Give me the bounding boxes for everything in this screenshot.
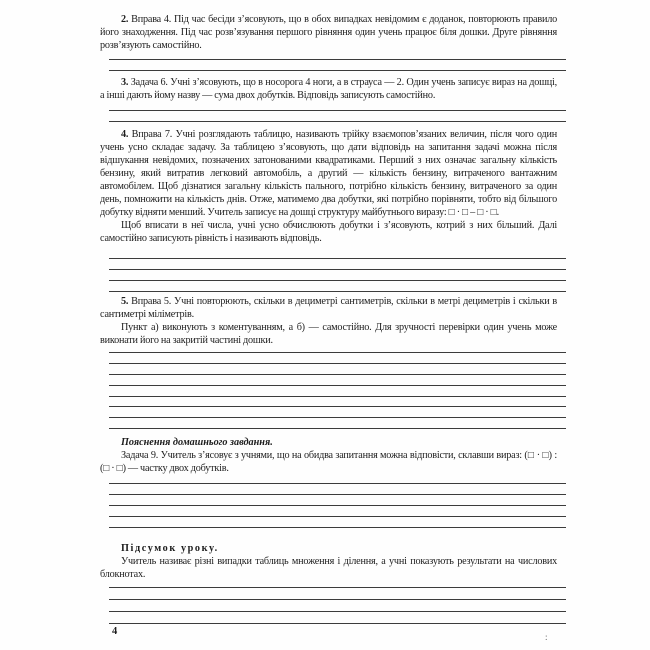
homework-heading: Пояснення домашнього завдання. [121,437,273,448]
paragraph-exercise-4 [100,13,557,52]
summary-heading: Підсумок уроку. [121,543,219,554]
paragraph-text [100,13,557,52]
ruled-line [109,587,566,599]
ruled-line [109,611,566,623]
item-number: 5. [121,296,129,307]
ruled-line [109,59,566,70]
ruled-line [109,527,566,538]
homework-section [100,436,557,475]
paragraph-task-6 [100,76,557,102]
paragraph-task-9: Задача 9. Учитель з’ясовує з учнями, що на обидва запитання можна відповісти, склавши вираз: (□ · □) : (□ · □) — частку двох добутків. [100,450,557,474]
paragraph-summary: Учитель називає різні випадки таблиць множення і ділення, а учні показують результати на числових блокнотах. [100,556,557,580]
ruled-line [109,110,566,121]
writing-lines-group-5 [109,483,566,538]
ruled-line [109,505,566,516]
paragraph-point-a-b: Пункт а) виконують з коментуванням, а б) — самостійно. Для зручності перевірки один учень може виконати його на закритій частині дошки. [100,322,557,346]
lesson-summary-section [100,542,557,581]
paragraph-text [100,76,557,102]
ruled-line [109,417,566,428]
paragraph-body: Вправа 5. Учні повторюють, скільки в дециметрі сантиметрів, скільки в метрі дециметрів і скільки в сантиметрі міліметрів. [100,296,557,320]
ruled-line [109,516,566,527]
paragraph-exercise-5 [100,295,557,347]
paragraph-text [100,128,557,219]
ruled-line [109,483,566,494]
ruled-line [109,280,566,291]
ruled-line [109,352,566,363]
ruled-line [109,494,566,505]
paragraph-fill-numbers: Щоб вписати в неї числа, учні усно обчислюють добутки і з’ясовують, котрий з них більший. Далі самостійно записують рівність і називають відповідь. [100,220,557,244]
ruled-line [109,396,566,407]
item-number: 4. [121,129,129,140]
paragraph-body: Вправа 7. Учні розглядають таблицю, називають трійку взаємопов’язаних величин, після чого один учень усно складає задачу. За таблицею з’ясовують, що дати відповідь на запитання задачі можна після відшукання невідомих, позначених затонованими квадратиками. Перший з них означає загальну кількість бензину, який витратив легковий автомобіль, а другий — кількість бензину, витраченого вантажним автомобілем. Щоб дізнатися загальну кількість пального, потрібно кількість бензину, витраченого за один день, помножити на кількість днів. Отже, матимемо два добутки, які потрібно порівняти, тобто від більшого добутку відняти менший. Учитель записує на дошці структуру майбутнього виразу: □ · □ – □ · □. [100,129,557,218]
paragraph-text [100,295,557,321]
paragraph-body: Задача 6. Учні з’ясовують, що в носорога 4 ноги, а в страуса — 2. Один учень записує вираз на дошці, а інші дають йому назву — сума двох добутків. Відповідь записують самостійно. [100,77,557,101]
ruled-line [109,363,566,374]
ruled-line [109,374,566,385]
ruled-line [109,599,566,611]
ruled-line [109,258,566,269]
paragraph-exercise-7 [100,128,557,245]
writing-lines-group-6 [109,587,566,635]
writing-lines-group-4 [109,352,566,439]
item-number: 2. [121,14,129,25]
paragraph-body: Вправа 4. Під час бесіди з’ясовують, що в обох випадках невідомим є доданок, повторюють правило його знаходження. Під час розв’язування першого рівняння один учень працює біля дошки. Друге рівняння розв’язують самостійно. [100,14,557,51]
ruled-line [109,623,566,635]
scan-artifact: : [545,632,548,642]
ruled-line [109,269,566,280]
ruled-line [109,406,566,417]
ruled-line [109,385,566,396]
page-number: 4 [112,626,118,637]
item-number: 3. [121,77,129,88]
